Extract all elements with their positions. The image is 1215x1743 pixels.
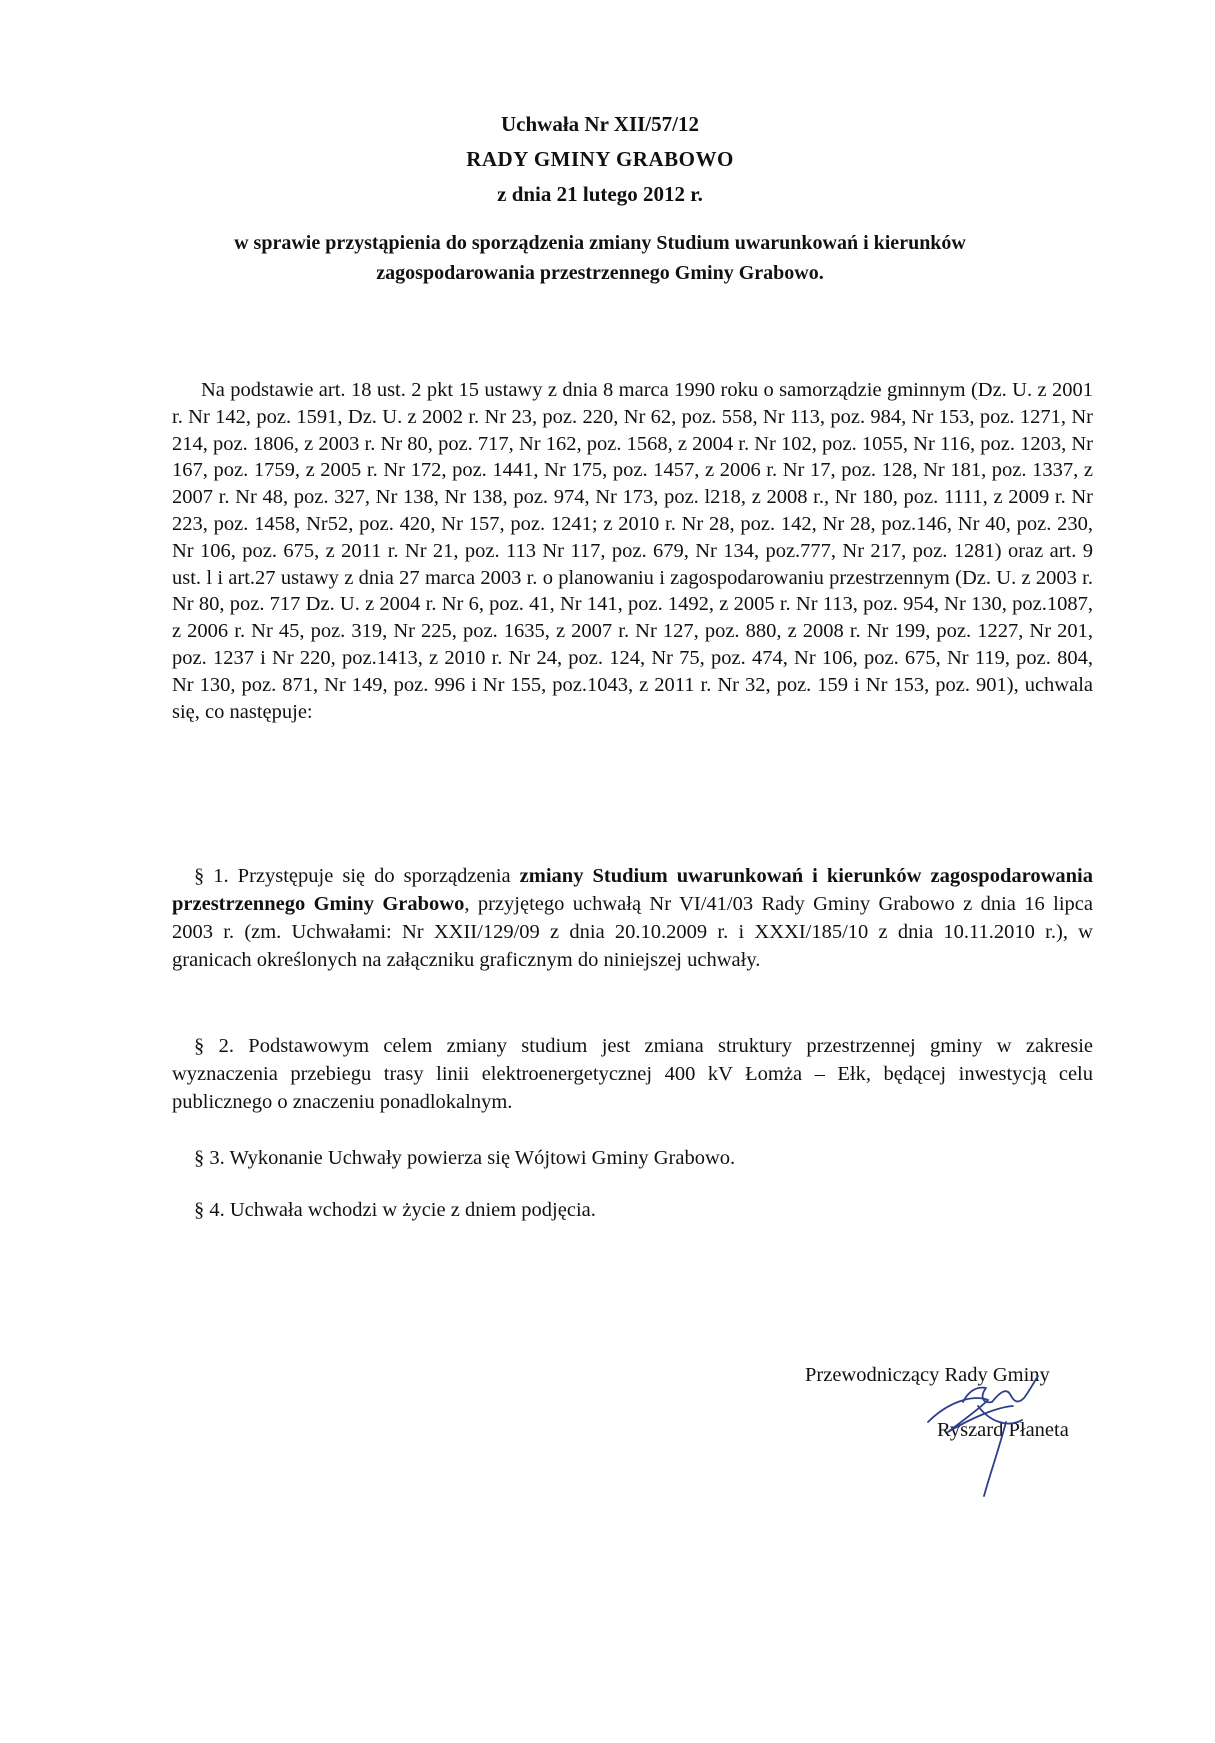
section-1 bbox=[172, 862, 1093, 974]
section-3: § 3. Wykonanie Uchwały powierza się Wójtowi Gminy Grabowo. bbox=[194, 1147, 736, 1169]
signatory-name: Ryszard Płaneta bbox=[937, 1419, 1069, 1441]
subject-line-2: zagospodarowania przestrzennego Gminy Grabowo. bbox=[376, 262, 824, 284]
section-1-rest: , przyjętego uchwałą Nr VI/41/03 Rady Gminy Grabowo z dnia 16 lipca 2003 r. (zm. Uchwałami: Nr XXII/129/09 z dnia 20.10.2009 r. i XXXI/185/10 z dnia 10.11.2010 r.), w granicach określonych na załączniku graficznym do niniejszej uchwały. bbox=[172, 893, 1093, 971]
signatory-title: Przewodniczący Rady Gminy bbox=[805, 1364, 1050, 1386]
subject-line-1: w sprawie przystąpienia do sporządzenia zmiany Studium uwarunkowań i kierunków bbox=[234, 232, 966, 254]
section-1-intro: § 1. Przystępuje się do sporządzenia bbox=[194, 865, 520, 887]
section-2: § 2. Podstawowym celem zmiany studium jest zmiana struktury przestrzennej gminy w zakresie wyznaczenia przebiegu trasy linii elektroenergetycznej 400 kV Łomża – Ełk, będącej inwestycją celu publicznego o znaczeniu ponadlokalnym. bbox=[172, 1035, 1093, 1113]
resolution-number: Uchwała Nr XII/57/12 bbox=[501, 112, 699, 136]
handwritten-signature bbox=[918, 1362, 1068, 1502]
resolution-subject bbox=[130, 228, 1070, 288]
resolution-date: z dnia 21 lutego 2012 r. bbox=[497, 182, 703, 206]
legal-basis-paragraph: Na podstawie art. 18 ust. 2 pkt 15 ustawy z dnia 8 marca 1990 roku o samorządzie gminnym (Dz. U. z 2001 r. Nr 142, poz. 1591, Dz. U. z 2002 r. Nr 23, poz. 220, Nr 62, poz. 558, Nr 113, poz. 984, Nr 153, poz. 1271, Nr 214, poz. 1806, z 2003 r. Nr 80, poz. 717, Nr 162, poz. 1568, z 2004 r. Nr 102, poz. 1055, Nr 116, poz. 1203, Nr 167, poz. 1759, z 2005 r. Nr 172, poz. 1441, Nr 175, poz. 1457, z 2006 r. Nr 17, poz. 128, Nr 181, poz. 1337, z 2007 r. Nr 48, poz. 327, Nr 138, Nr 138, poz. 974, Nr 173, poz. l218, z 2008 r., Nr 180, poz. 1111, z 2009 r. Nr 223, poz. 1458, Nr52, poz. 420, Nr 157, poz. 1241; z 2010 r. Nr 28, poz. 142, Nr 28, poz.146, Nr 40, poz. 230, Nr 106, poz. 675, z 2011 r. Nr 21, poz. 113 Nr 117, poz. 679, Nr 134, poz.777, Nr 217, poz. 1281) oraz art. 9 ust. l i art.27 ustawy z dnia 27 marca 2003 r. o planowaniu i zagospodarowaniu przestrzennym (Dz. U. z 2003 r. Nr 80, poz. 717 Dz. U. z 2004 r. Nr 6, poz. 41, Nr 141, poz. 1492, z 2005 r. Nr 113, poz. 954, Nr 130, poz.1087, z 2006 r. Nr 45, poz. 319, Nr 225, poz. 1635, z 2007 r. Nr 127, poz. 880, z 2008 r. Nr 199, poz. 1227, Nr 201, poz. 1237 i Nr 220, poz.1413, z 2010 r. Nr 24, poz. 124, Nr 75, poz. 474, Nr 106, poz. 675, Nr 119, poz. 804, Nr 130, poz. 871, Nr 149, poz. 996 i Nr 155, poz.1043, z 2011 r. Nr 32, poz. 159 i Nr 153, poz. 901), uchwala się, co następuje: bbox=[172, 379, 1093, 723]
section-4: § 4. Uchwała wchodzi w życie z dniem podjęcia. bbox=[194, 1199, 596, 1221]
section-1-bold: zmiany Studium uwarunkowań i kierunków zagospodarowania przestrzennego Gminy Grabowo bbox=[172, 865, 1093, 915]
council-name: RADY GMINY GRABOWO bbox=[466, 147, 734, 171]
